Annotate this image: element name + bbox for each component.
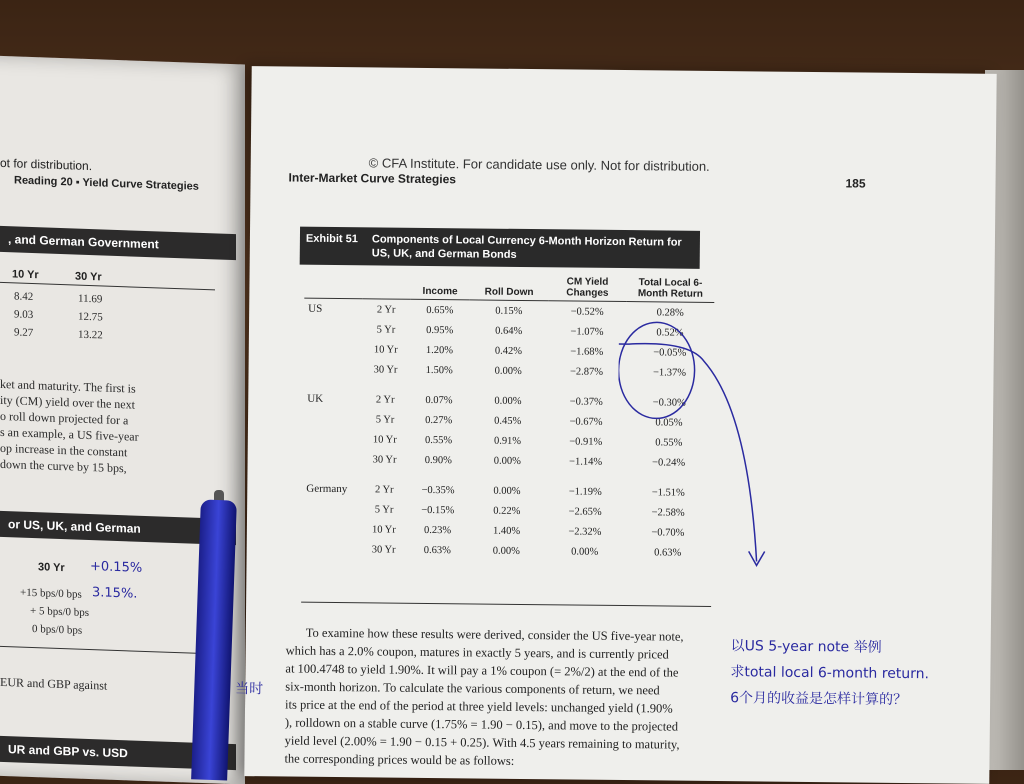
cell-total: −0.24% xyxy=(652,456,686,469)
left-paragraph-line: op increase in the constant xyxy=(0,440,128,460)
cell-country xyxy=(303,449,361,470)
cell-cm: −1.68% xyxy=(570,345,604,358)
cell-income: 0.95% xyxy=(426,324,454,336)
left-running-head: Reading 20 ▪ Yield Curve Strategies xyxy=(14,174,199,193)
left-paragraph-line: s an example, a US five-year xyxy=(0,424,139,444)
cell-tenor: 2 Yr xyxy=(375,393,395,406)
cell-cm: −0.52% xyxy=(570,305,604,318)
cell-cm: −2.87% xyxy=(569,365,604,378)
body-line: ), rolldown on a stable curve (1.75% = 1.90 − 0.15), and move to the projected xyxy=(284,715,679,734)
cell-total: 0.55% xyxy=(655,436,683,449)
handwritten-annotation xyxy=(616,320,779,582)
cell-tenor: 2 Yr xyxy=(376,303,396,316)
cell-total: 0.05% xyxy=(655,416,683,429)
body-line: To examine how these results were derived, consider the US five-year note, xyxy=(305,625,684,644)
left-bps: 0 bps/0 bps xyxy=(32,623,83,637)
cell-roll: 1.40% xyxy=(492,525,521,537)
left-cell: 12.75 xyxy=(78,310,103,324)
cell-tenor: 10 Yr xyxy=(373,343,398,356)
cell-tenor: 5 Yr xyxy=(375,413,395,426)
cell-income: 0.63% xyxy=(423,544,452,556)
left-paragraph-line: o roll down projected for a xyxy=(0,408,129,428)
cell-country: Germany xyxy=(306,482,348,496)
cell-income: 0.07% xyxy=(425,394,453,406)
cell-income: 0.55% xyxy=(424,434,453,446)
cell-cm: 0.00% xyxy=(571,545,599,558)
left-exhibit-bar-2: or US, UK, and German xyxy=(0,511,236,545)
cell-country xyxy=(303,409,361,430)
cell-cm: −2.32% xyxy=(568,525,602,538)
cell-tenor: 5 Yr xyxy=(374,503,394,516)
header-cm-yield: CM Yield Changes xyxy=(548,274,626,301)
cell-income: −0.15% xyxy=(421,504,455,516)
cell-country xyxy=(304,319,362,340)
cell-total: 0.63% xyxy=(654,546,682,559)
body-line: which has a 2.0% coupon, matures in exactly 5 years, and is currently priced xyxy=(285,643,669,662)
handwritten-note: +0.15% xyxy=(90,559,143,576)
body-line: yield level (2.00% = 1.90 − 0.15 + 0.25). With 4.5 years remaining to maturity, xyxy=(284,733,680,752)
cell-cm: −0.91% xyxy=(569,435,603,448)
body-line: the corresponding prices would be as follows: xyxy=(284,751,515,768)
cell-tenor: 30 Yr xyxy=(373,363,398,376)
left-bps: + 5 bps/0 bps xyxy=(30,604,90,620)
cell-total: −0.30% xyxy=(652,396,686,409)
cell-tenor: 30 Yr xyxy=(371,543,396,556)
cell-total: −0.70% xyxy=(651,526,685,539)
cell-income: −0.35% xyxy=(421,484,455,496)
exhibit-title-bar xyxy=(300,227,700,269)
left-bps: +15 bps/0 bps xyxy=(20,586,82,601)
left-exhibit-bar: , and German Government xyxy=(0,226,236,260)
body-line: at 100.4748 to yield 1.90%. It will pay a 1% coupon (= 2%/2) at the end of the xyxy=(285,661,679,680)
handwritten-margin-note: 当时 xyxy=(235,680,264,698)
distribution-notice: © CFA Institute. For candidate use only. Not for distribution. xyxy=(368,155,710,174)
header-blank xyxy=(362,272,410,299)
cell-total: −1.51% xyxy=(651,486,685,499)
cell-country: US xyxy=(308,302,323,315)
cell-roll: 0.00% xyxy=(493,455,521,467)
cell-tenor: 10 Yr xyxy=(371,523,396,536)
cell-total: 0.28% xyxy=(656,306,684,319)
cell-total: 0.52% xyxy=(656,326,684,339)
cell-total: −0.05% xyxy=(653,346,687,359)
cell-roll: 0.42% xyxy=(494,345,523,357)
cell-roll: 0.00% xyxy=(494,395,522,407)
exhibit-title: Components of Local Currency 6-Month Horizon Return for US, UK, and German Bonds xyxy=(371,233,682,261)
left-cell: 9.27 xyxy=(14,326,34,340)
page-number: 185 xyxy=(845,176,866,191)
cell-roll: 0.00% xyxy=(494,365,522,377)
cell-cm: −0.67% xyxy=(569,415,603,428)
header-total-return: Total Local 6-Month Return xyxy=(626,275,714,302)
cell-tenor: 10 Yr xyxy=(372,433,397,446)
cell-cm: −1.19% xyxy=(568,485,602,498)
cell-income: 1.50% xyxy=(425,364,453,376)
handwritten-note: 以US 5-year note 举例 xyxy=(730,638,882,656)
left-notice: ot for distribution. xyxy=(0,155,93,174)
cell-country: UK xyxy=(307,392,324,405)
header-blank xyxy=(304,272,362,299)
cell-roll: 0.45% xyxy=(494,415,522,427)
cell-country xyxy=(303,359,361,380)
left-exhibit-bar-3: UR and GBP vs. USD xyxy=(0,736,236,770)
handwritten-note: 求total local 6-month return. xyxy=(730,664,930,683)
body-line: six-month horizon. To calculate the various components of return, we need xyxy=(285,679,660,698)
cell-roll: 0.64% xyxy=(495,325,523,337)
cell-cm: −1.07% xyxy=(570,325,604,338)
cell-income: 0.90% xyxy=(424,454,452,466)
cell-tenor: 5 Yr xyxy=(376,323,396,336)
left-paragraph-line: ket and maturity. The first is xyxy=(0,376,136,396)
arrow-line xyxy=(616,341,758,562)
handwritten-note: 6个月的收益是怎样计算的？ xyxy=(730,690,908,709)
left-cell: 13.22 xyxy=(78,328,103,342)
cell-tenor: 2 Yr xyxy=(374,483,394,496)
cell-country xyxy=(302,539,360,560)
running-head: Inter-Market Curve Strategies xyxy=(288,170,457,187)
left-rule xyxy=(0,646,215,655)
left-col-30yr-2: 30 Yr xyxy=(38,561,65,575)
cell-income: 0.65% xyxy=(426,304,454,316)
handwritten-note: 3.15%. xyxy=(92,585,138,602)
circle-mark xyxy=(618,322,695,419)
exhibit-label: Exhibit 51 xyxy=(305,232,358,246)
cell-cm: −1.14% xyxy=(569,455,603,468)
cell-cm: −0.37% xyxy=(569,395,603,408)
cell-cm: −2.65% xyxy=(568,505,602,518)
header-income: Income xyxy=(410,273,470,300)
cell-income: 0.23% xyxy=(423,524,452,536)
left-col-30yr: 30 Yr xyxy=(75,270,102,284)
cell-income: 1.20% xyxy=(425,344,454,356)
cell-country xyxy=(302,499,360,520)
left-paragraph-line: EUR and GBP against xyxy=(0,674,108,693)
cell-roll: 0.22% xyxy=(493,505,521,517)
left-cell: 11.69 xyxy=(78,292,103,306)
cell-country xyxy=(303,429,361,450)
body-line: its price at the end of the period at three yield levels: unchanged yield (1.90% xyxy=(284,697,673,716)
left-cell: 9.03 xyxy=(14,308,34,322)
left-paragraph-line: ity (CM) yield over the next xyxy=(0,392,135,412)
cell-total: −2.58% xyxy=(651,506,685,519)
left-paragraph-line: down the curve by 15 bps, xyxy=(0,456,127,476)
right-page xyxy=(235,66,996,784)
header-roll-down: Roll Down xyxy=(470,273,549,300)
cell-roll: 0.00% xyxy=(493,485,521,497)
cell-income: 0.27% xyxy=(425,414,453,426)
cell-country xyxy=(302,519,360,540)
cell-roll: 0.15% xyxy=(495,305,523,317)
left-col-10yr: 10 Yr xyxy=(12,268,39,282)
table-bottom-rule xyxy=(301,602,711,607)
left-cell: 8.42 xyxy=(14,290,34,304)
cell-roll: 0.00% xyxy=(492,545,520,557)
cell-total: −1.37% xyxy=(652,366,687,379)
cell-roll: 0.91% xyxy=(493,435,522,447)
cell-country xyxy=(304,339,362,360)
cell-tenor: 30 Yr xyxy=(372,453,397,466)
